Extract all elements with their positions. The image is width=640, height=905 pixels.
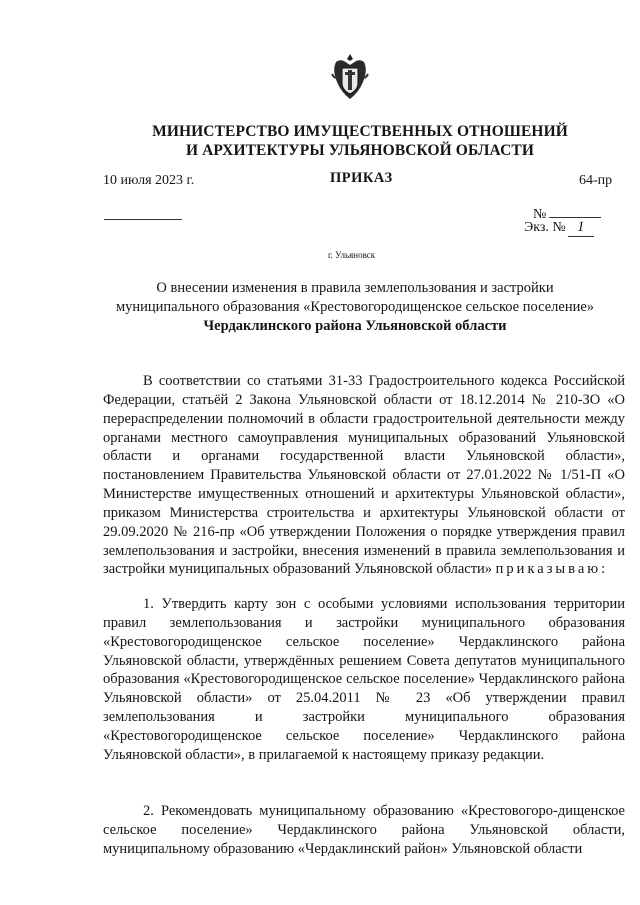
document-type-title: ПРИКАЗ — [330, 170, 393, 186]
subject-line1: О внесении изменения в правила землепользования и застройки — [156, 280, 554, 296]
preamble-text: В соответствии со статьями 31-33 Градостроительного кодекса Российской Федерации, статьёй 2 Закона Ульяновской области от 18.12.2014 № 210-ЗО «О перераспределении полномочий в области градостроительной деятельности между органами местного самоуправления муниципальных образований Ульяновской области и органами государственной власти Ульяновской области», постановлением Правительства Ульяновской области от 27.01.2022 № 1/51-П «О Министерстве имущественных отношений и архитектуры Ульяновской области», приказом Министерства строительства и архитектуры Ульяновской области от 29.09.2020 № 216-пр «Об утверждении Положения о порядке утверждения правил землепользования и застройки, внесения изменений в правила землепользования и застройки муниципальных образований Ульяновской области» — [103, 373, 625, 578]
copy-number-value: 1 — [568, 219, 594, 237]
ministry-name-line1: МИНИСТЕРСТВО ИМУЩЕСТВЕННЫХ ОТНОШЕНИЙ — [152, 123, 568, 140]
subject-line2: муниципального образования «Крестовогородищенское сельское поселение» — [115, 299, 595, 315]
preamble-paragraph — [103, 372, 625, 579]
copy-label: Экз. № — [524, 220, 566, 235]
clause-2-paragraph: 2. Рекомендовать муниципальному образованию «Крестовогоро-дищенское сельское поселение» Чердаклинского района Ульяновской области, муниципальному образованию «Чердаклинский район» Ульяновской области — [103, 803, 625, 857]
ministry-name-line2: И АРХИТЕКТУРЫ УЛЬЯНОВСКОЙ ОБЛАСТИ — [186, 142, 534, 159]
document-date: 10 июля 2023 г. — [103, 173, 195, 188]
number-label: № — [533, 207, 547, 222]
subject-line3: Чердаклинского района Ульяновской области — [203, 318, 507, 334]
order-word: приказываю: — [495, 561, 609, 578]
number-blank — [549, 203, 601, 218]
copy-number-field — [524, 219, 594, 237]
document-number: 64-пр — [579, 173, 613, 188]
clause-1-paragraph: 1. Утвердить карту зон с особыми условиями использования территории правил землепользования и застройки муниципального образования «Крестовогородищенское сельское поселение» Чердаклинского района Ульяновской области, утверждённых решением Совета депутатов муниципального образования «Крестовогородищенское сельское поселение» Чердаклинского района Ульяновской области» от 25.04.2011 № 23 «Об утверждении правил землепользования и застройки муниципального образования «Крестовогородищенское сельское поселение» Чердаклинского района Ульяновской области», в прилагаемой к настоящему приказу редакции. — [103, 596, 625, 763]
registration-blank-line — [104, 219, 182, 220]
coat-of-arms-emblem — [329, 52, 371, 102]
city-label: г. Ульяновск — [328, 250, 376, 260]
